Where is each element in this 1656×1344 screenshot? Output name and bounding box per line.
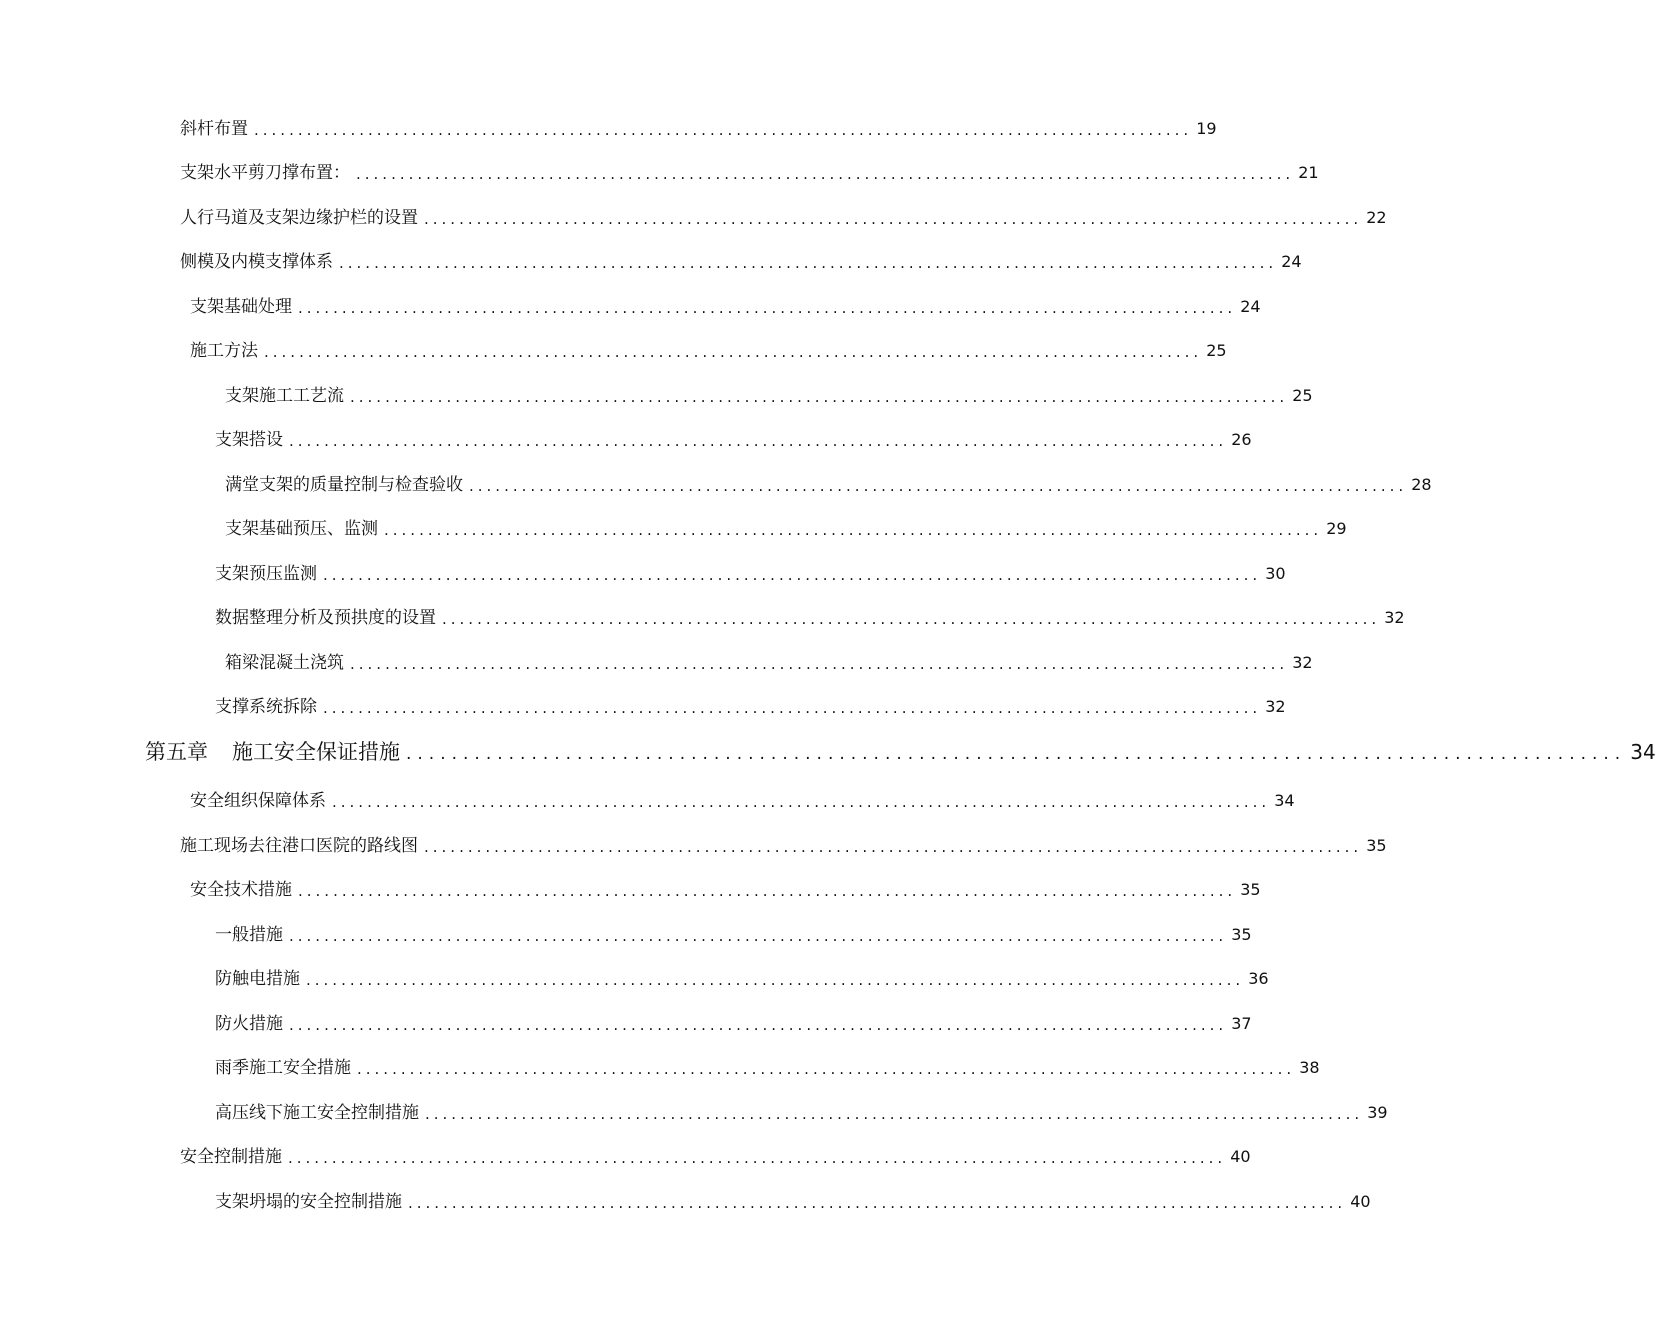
toc-entry-page: 21 [1298, 163, 1319, 182]
toc-entry-page: 32 [1292, 653, 1313, 672]
toc-leader-dots: ........................................................................................................... [288, 1149, 1227, 1167]
toc-entry[interactable] [190, 290, 1261, 318]
toc-entry-label: 箱梁混凝土浇筑 [225, 653, 344, 673]
toc-entry-label: 安全技术措施 [190, 880, 292, 900]
toc-leader-dots: ........................................................................................................... [339, 254, 1278, 272]
toc-entry[interactable] [215, 918, 1252, 946]
toc-leader-dots: ........................................................................................................... [442, 610, 1381, 628]
toc-entry-page: 40 [1350, 1192, 1371, 1211]
toc-entry[interactable] [180, 201, 1387, 229]
toc-entry-page: 32 [1265, 697, 1286, 716]
toc-entry[interactable] [180, 1140, 1251, 1168]
toc-entry-label: 高压线下施工安全控制措施 [215, 1103, 419, 1123]
chapter-number: 第五章 [145, 740, 208, 764]
toc-entry[interactable] [180, 112, 1217, 140]
toc-leader-dots: ........................................................................................................... [384, 521, 1323, 539]
toc-entry-page: 35 [1231, 925, 1252, 944]
toc-entry[interactable] [190, 784, 1295, 812]
toc-entry[interactable] [215, 557, 1286, 585]
toc-entry[interactable] [180, 829, 1387, 857]
toc-entry-page: 34 [1274, 791, 1295, 810]
toc-entry-label: 数据整理分析及预拱度的设置 [215, 608, 436, 628]
toc-entry-label: 一般措施 [215, 925, 283, 945]
toc-entry[interactable] [225, 646, 1313, 674]
toc-entry-page: 39 [1367, 1103, 1388, 1122]
toc-leader-dots: ........................................................................................................... [356, 165, 1295, 183]
toc-entry-label: 支撑系统拆除 [215, 697, 317, 717]
toc-entry[interactable] [180, 156, 1319, 184]
toc-entry-page: 28 [1411, 475, 1432, 494]
toc-entry-page: 24 [1240, 297, 1261, 316]
toc-leader-dots: ........................................................................................................... [323, 699, 1262, 717]
toc-leader-dots: ........................................................................................................... [323, 566, 1262, 584]
toc-chapter-heading[interactable] [145, 732, 1656, 766]
toc-entry-page: 24 [1281, 252, 1302, 271]
toc-leader-dots: ........................................................................................................... [289, 432, 1228, 450]
toc-entry-page: 32 [1384, 608, 1405, 627]
toc-entry-page: 29 [1326, 519, 1347, 538]
toc-leader-dots: ........................................................................................................... [424, 838, 1363, 856]
toc-entry-page: 25 [1292, 386, 1313, 405]
toc-leader-dots: ........................................................................................................... [357, 1060, 1296, 1078]
toc-entry-label: 雨季施工安全措施 [215, 1058, 351, 1078]
toc-leader-dots: ........................................................................................................... [264, 343, 1203, 361]
toc-entry-label: 斜杆布置 [180, 119, 248, 139]
toc-entry-page: 19 [1196, 119, 1217, 138]
toc-entry-page: 22 [1366, 208, 1387, 227]
toc-entry-page: 35 [1366, 836, 1387, 855]
toc-entry-label: 支架基础预压、监测 [225, 519, 378, 539]
toc-entry-page: 26 [1231, 430, 1252, 449]
toc-entry-page: 25 [1206, 341, 1227, 360]
toc-entry[interactable] [190, 334, 1227, 362]
toc-leader-dots: ........................................................................................................... [254, 121, 1193, 139]
toc-entry-label: 支架坍塌的安全控制措施 [215, 1192, 402, 1212]
toc-entry-label: 满堂支架的质量控制与检查验收 [225, 475, 463, 495]
toc-entry-label: 支架基础处理 [190, 297, 292, 317]
toc-entry[interactable] [215, 690, 1286, 718]
toc-entry[interactable] [225, 379, 1313, 407]
toc-entry-label: 安全组织保障体系 [190, 791, 326, 811]
toc-entry[interactable] [225, 512, 1347, 540]
toc-leader-dots: ........................................................................................................... [469, 477, 1408, 495]
toc-entry[interactable] [180, 245, 1302, 273]
toc-leader-dots: ........................................................................................................... [425, 1105, 1364, 1123]
toc-entry-page: 30 [1265, 564, 1286, 583]
toc-leader-dots: ........................................................................................................... [289, 927, 1228, 945]
toc-entry-page: 38 [1299, 1058, 1320, 1077]
chapter-page: 34 [1630, 740, 1656, 764]
toc-entry-page: 40 [1230, 1147, 1251, 1166]
toc-entry[interactable] [215, 962, 1269, 990]
toc-entry[interactable] [215, 1096, 1388, 1124]
toc-entry[interactable] [225, 468, 1432, 496]
toc-leader-dots: ........................................................................................................... [350, 655, 1289, 673]
toc-leader-dots: ........................................................................................................... [306, 971, 1245, 989]
toc-entry[interactable] [190, 873, 1261, 901]
toc-entry[interactable] [215, 601, 1405, 629]
toc-leader-dots: ........................................................................................................... [408, 1194, 1347, 1212]
toc-leader-dots: ........................................................................................................... [289, 1016, 1228, 1034]
chapter-title: 施工安全保证措施 [232, 740, 400, 764]
toc-leader-dots: ........................................................................................................... [298, 882, 1237, 900]
toc-entry-label: 支架施工工艺流 [225, 386, 344, 406]
toc-entry[interactable] [215, 423, 1252, 451]
toc-entry-label: 支架水平剪刀撑布置： [180, 163, 350, 183]
toc-entry-label: 人行马道及支架边缘护栏的设置 [180, 208, 418, 228]
toc-entry-page: 36 [1248, 969, 1269, 988]
toc-entry-label: 安全控制措施 [180, 1147, 282, 1167]
toc-entry[interactable] [215, 1007, 1252, 1035]
toc-entry-label: 支架搭设 [215, 430, 283, 450]
toc-entry-label: 防触电措施 [215, 969, 300, 989]
toc-entry-label: 防火措施 [215, 1014, 283, 1034]
toc-leader-dots: ........................................................................................................... [298, 299, 1237, 317]
toc-entry-label: 侧模及内模支撑体系 [180, 252, 333, 272]
toc-leader-dots: ........................................................................................................... [424, 210, 1363, 228]
toc-entry-page: 37 [1231, 1014, 1252, 1033]
toc-leader-dots: ........................................................................................................... [350, 388, 1289, 406]
toc-entry[interactable] [215, 1185, 1371, 1213]
toc-leader-dots: ........................................................................................................... [406, 744, 1627, 764]
toc-entry-label: 支架预压监测 [215, 564, 317, 584]
toc-leader-dots: ........................................................................................................... [332, 793, 1271, 811]
toc-entry[interactable] [215, 1051, 1320, 1079]
toc-entry-label: 施工方法 [190, 341, 258, 361]
toc-entry-label: 施工现场去往港口医院的路线图 [180, 836, 418, 856]
toc-entry-page: 35 [1240, 880, 1261, 899]
